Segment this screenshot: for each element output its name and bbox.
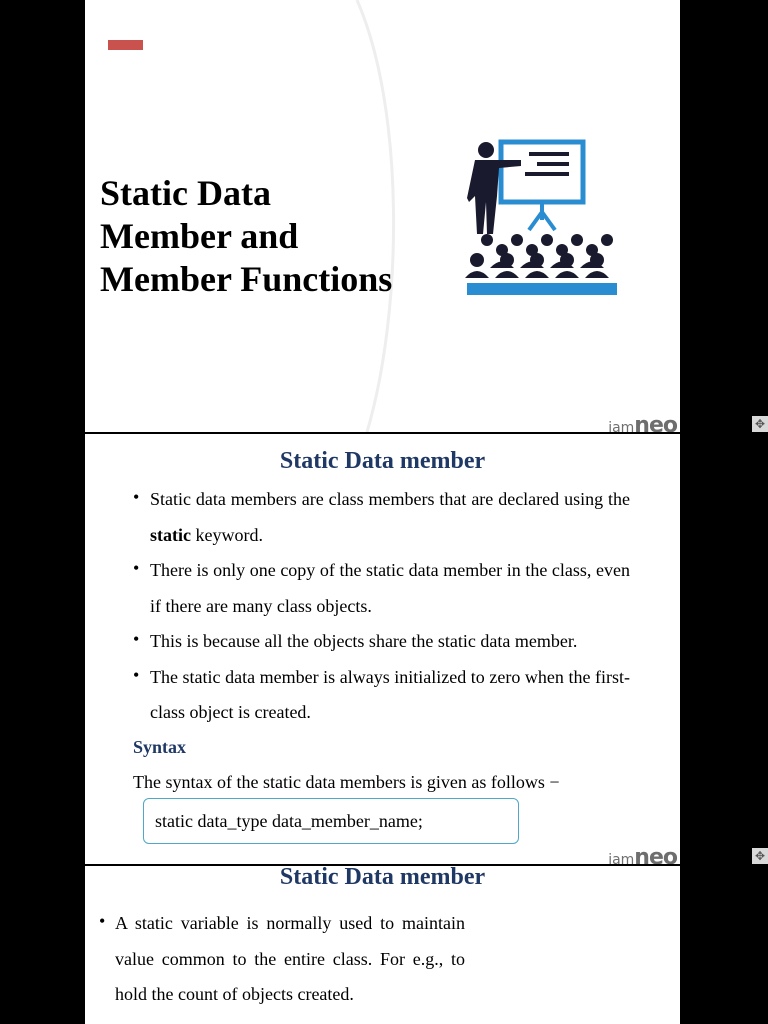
title-line-3: Member Functions	[100, 259, 393, 299]
bullet-keyword: static	[150, 524, 191, 545]
bullet-list	[130, 482, 630, 731]
static-data-member-slide-2	[85, 866, 680, 1024]
title-line-2: Member and	[100, 216, 299, 256]
slide-title: Static Data member	[279, 866, 486, 890]
move-icon[interactable]: ✥	[752, 416, 768, 432]
list-item	[130, 482, 630, 553]
syntax-description: The syntax of the static data members is given as follows −	[133, 772, 560, 792]
list-item	[130, 553, 630, 624]
bullet-text: This is because all the objects share the static data member.	[150, 631, 578, 651]
static-data-member-slide	[85, 434, 680, 864]
accent-bar	[108, 40, 143, 50]
iamneo-logo	[608, 413, 677, 432]
code-box: static data_type data_member_name;	[143, 798, 519, 844]
list-item	[130, 624, 630, 660]
slide-title	[100, 172, 392, 301]
bullet-text: Static data members are class members that are declared using the	[150, 489, 630, 509]
logo-part-2: neo	[634, 845, 677, 864]
list-item: • A static variable is normally used to maintain value common to the entire class. For e.g., to hold the count of objects created.	[97, 906, 465, 1013]
logo-part-1: iam	[608, 420, 635, 432]
presenter-audience-icon	[463, 136, 623, 301]
logo-part-2: neo	[634, 413, 677, 432]
title-line-1: Static Data	[100, 173, 271, 213]
bullet-text: The static data member is always initialized to zero when the first-class object is created.	[150, 666, 630, 722]
logo-part-1: iam	[608, 852, 635, 864]
bullet-list	[97, 906, 465, 1013]
slide-title: Static Data member	[279, 448, 486, 474]
move-icon[interactable]: ✥	[752, 848, 768, 864]
iamneo-logo	[608, 845, 677, 864]
list-item	[130, 660, 630, 731]
syntax-heading: Syntax	[133, 737, 187, 757]
bullet-text: There is only one copy of the static data member in the class, even if there are many class objects.	[150, 560, 630, 616]
bullet-text-end: keyword.	[190, 524, 263, 545]
title-slide	[85, 0, 680, 432]
